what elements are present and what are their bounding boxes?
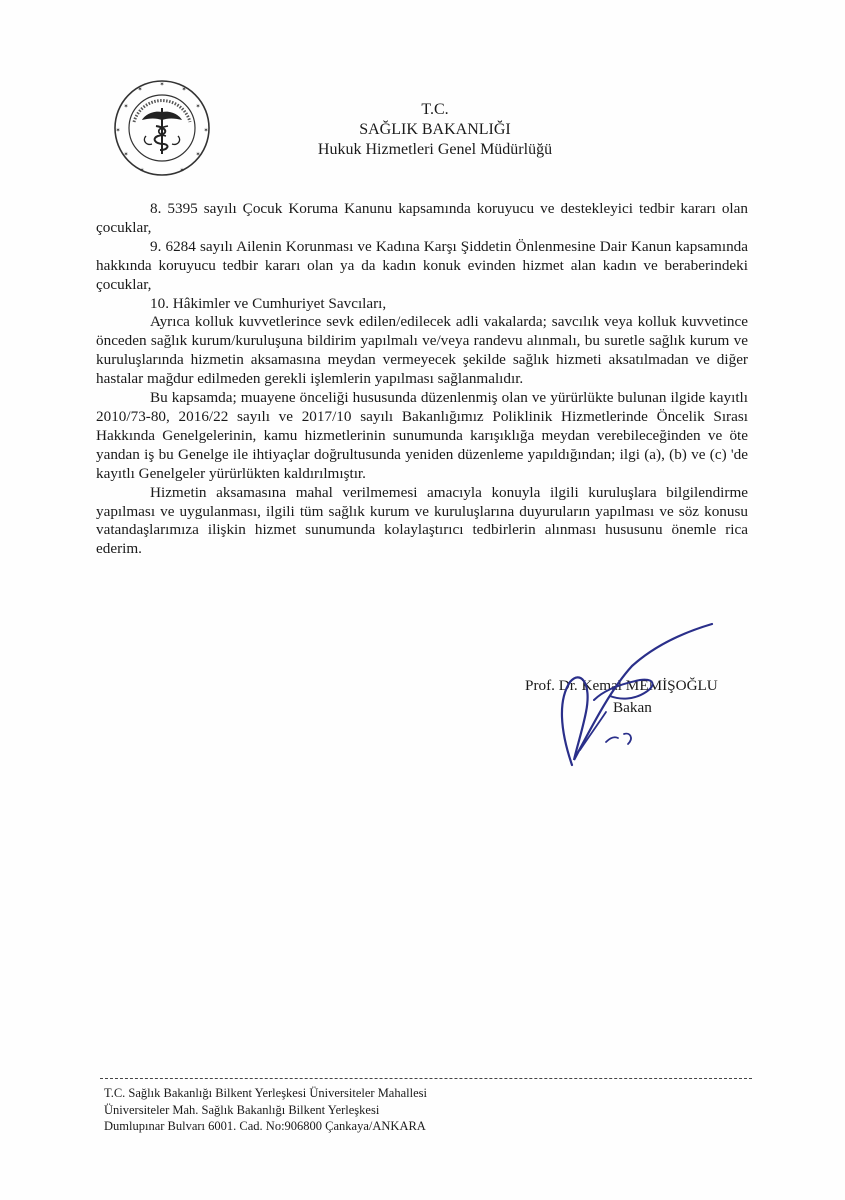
letter-body [96, 200, 748, 559]
letterhead [280, 100, 590, 160]
signatory-title: Bakan [613, 699, 652, 716]
footer-line-3: Dumlupınar Bulvarı 6001. Cad. No:906800 Çankaya/ANKARA [104, 1119, 426, 1133]
svg-text:✶: ✶ [159, 82, 165, 88]
list-item-10: 10. Hâkimler ve Cumhuriyet Savcıları, [150, 294, 387, 312]
svg-text:✶: ✶ [181, 87, 187, 93]
svg-text:✶: ✶ [203, 128, 209, 134]
footer-address [104, 1085, 624, 1135]
svg-text:✶: ✶ [195, 152, 201, 158]
signatory-name: Prof. Dr. Kemal MEMİŞOĞLU [525, 677, 718, 694]
footer-divider [100, 1078, 752, 1079]
svg-text:✶: ✶ [139, 168, 145, 174]
footer-line-2: Üniversiteler Mah. Sağlık Bakanlığı Bilkent Yerleşkesi [104, 1102, 380, 1117]
svg-text:✶: ✶ [195, 104, 201, 110]
svg-text:✶: ✶ [123, 104, 129, 110]
signature-block [525, 675, 755, 719]
header-ministry: SAĞLIK BAKANLIĞI [359, 121, 511, 138]
footer-line-1: T.C. Sağlık Bakanlığı Bilkent Yerleşkesi Üniversiteler Mahallesi [104, 1086, 427, 1100]
svg-text:✶: ✶ [137, 87, 143, 93]
header-tc: T.C. [421, 101, 449, 118]
svg-text:✶: ✶ [123, 152, 129, 158]
list-item-8: 8. 5395 sayılı Çocuk Koruma Kanunu kapsamında koruyucu ve destekleyici tedbir kararı olan çocuklar, [96, 200, 748, 236]
header-department: Hukuk Hizmetleri Genel Müdürlüğü [317, 141, 553, 158]
list-item-9: 9. 6284 sayılı Ailenin Korunması ve Kadına Karşı Şiddetin Önlenmesine Dair Kanun kapsamında hakkında koruyucu tedbir kararı olan ya da kadın konuk evinden hizmet alan kadın ve beraberindeki çocuklar, [96, 237, 748, 293]
svg-text:✶: ✶ [179, 168, 185, 174]
paragraph-repealed-circulars: Bu kapsamda; muayene önceliği hususunda düzenlenmiş olan ve yürürlükte bulunan ilgide kayıtlı 2010/73-80, 2016/22 sayılı ve 2017/10 sayılı Bakanlığımız Poliklinik Hizmetlerinde Öncelik Sırası Hakkında Genelgelerinin, kamu hizmetlerinin sunumunda karışıklığa meydan verebileceğinden ve öte yandan iş bu Genelge ile ihtiyaçlar doğrultusunda yeniden düzenleme yapıldığından; ilgi (a), (b) ve (c) 'de kayıtlı Genelgeler yürürlükten kaldırılmıştır. [96, 389, 748, 482]
svg-text:✶: ✶ [115, 128, 121, 134]
paragraph-judicial-cases: Ayrıca kolluk kuvvetlerince sevk edilen/edilecek adli vakalarda; savcılık veya kolluk kuvvetince önceden sağlık kurum/kuruluşuna bildirim yapılmalı ve/veya randevu alınmalı, bu suretle sağlık kurum ve kuruluşlarında hizmetin aksamasına meydan vermeyecek şekilde sağlık hizmeti aksatılmadan ve diğer hastalar mağdur edilmeden gerekli işlemlerin yapılması sağlanmalıdır. [96, 313, 748, 388]
ministry-seal-logo [112, 78, 212, 178]
paragraph-closing-request: Hizmetin aksamasına mahal verilmemesi amacıyla konuyla ilgili kuruluşlara bilgilendirme yapılması ve uygulanması, ilgili tüm sağlık kurum ve kuruluşlarına duyuruların yapılması ve söz konusu vatandaşlarımıza ilişkin hizmet sunumunda kolaylaştırıcı tedbirlerin alınması hususunu önemle rica ederim. [96, 483, 748, 558]
